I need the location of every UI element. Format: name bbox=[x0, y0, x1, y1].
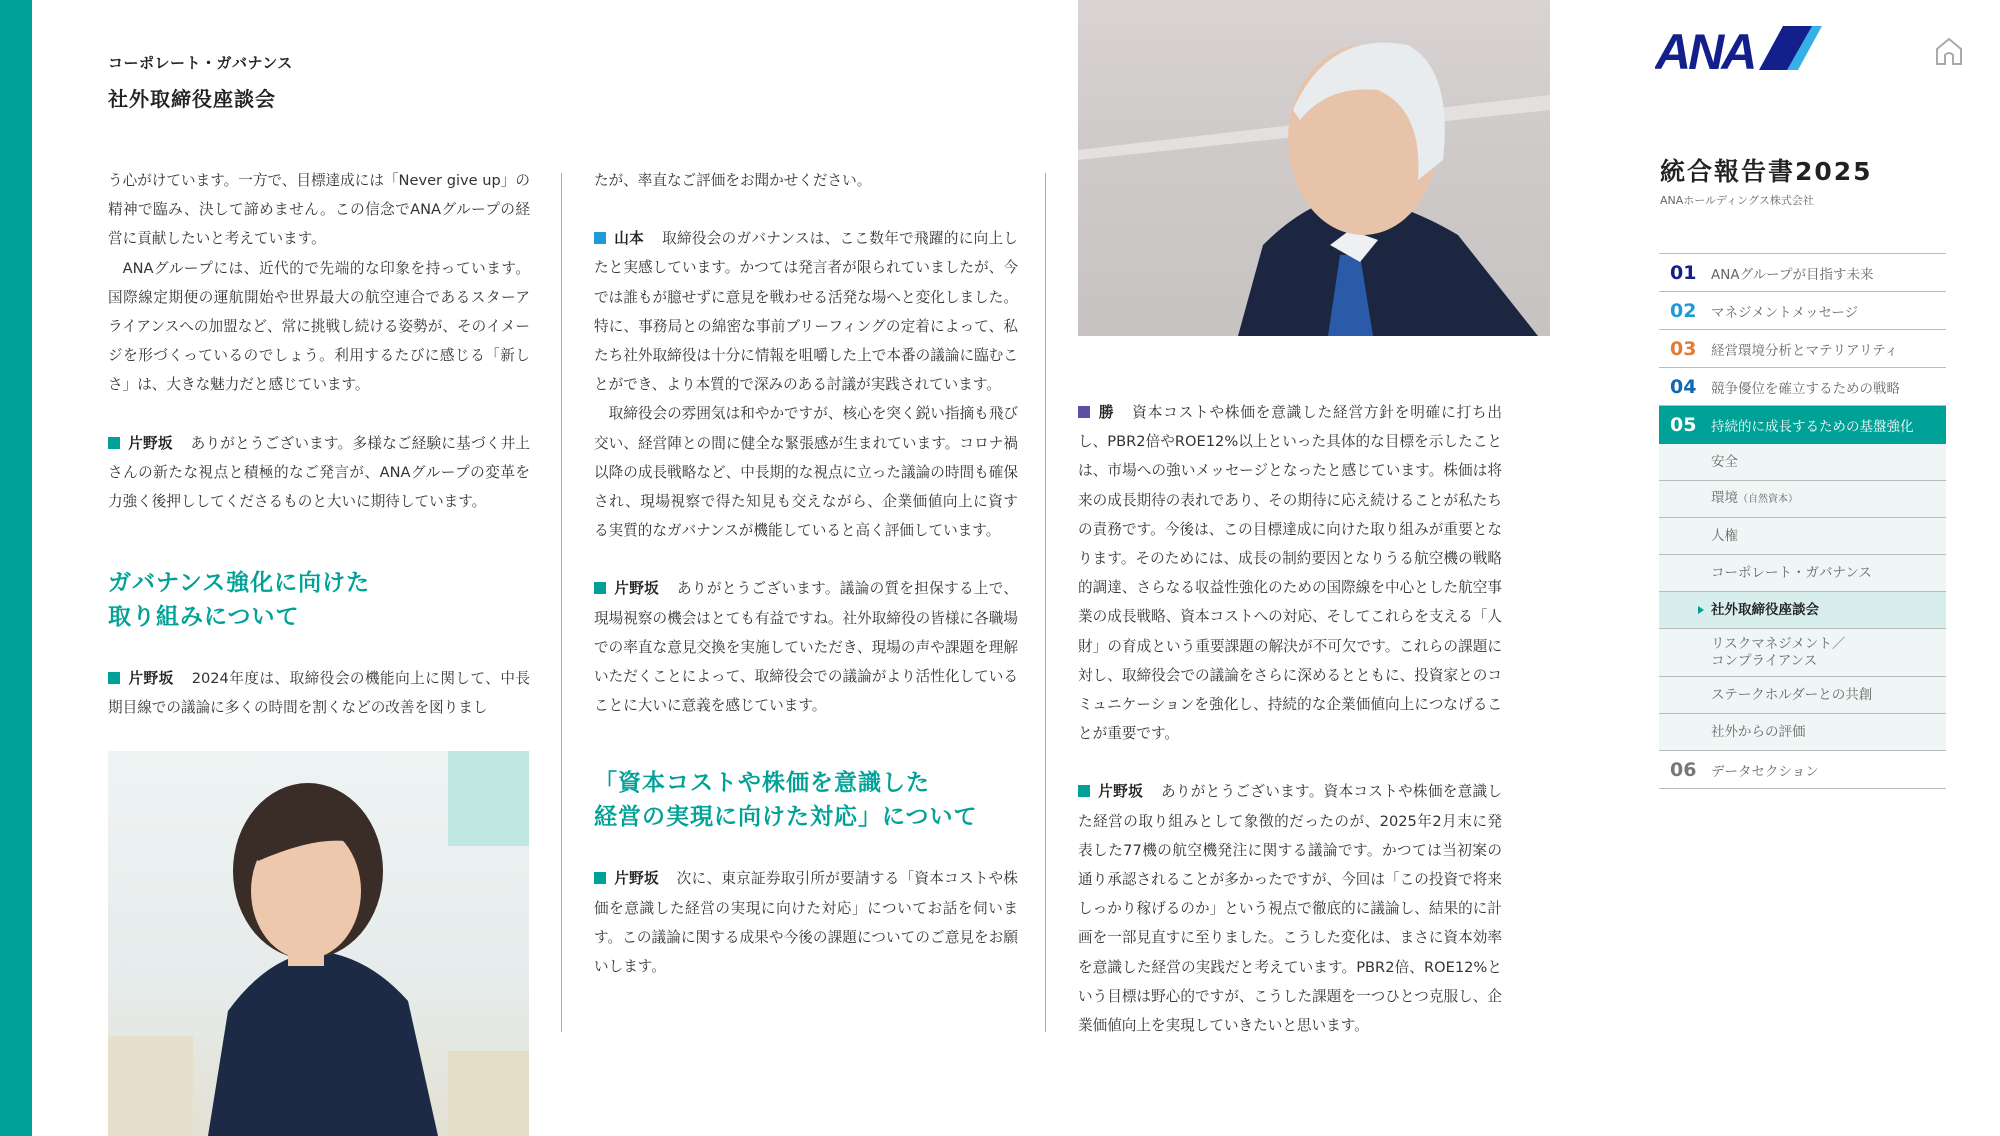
ana-logo[interactable] bbox=[1655, 26, 1825, 76]
portrait-man-image bbox=[1078, 0, 1550, 336]
speaker-name: 片野坂 bbox=[128, 434, 173, 452]
speaker-name: 片野坂 bbox=[614, 580, 660, 598]
current-arrow-icon bbox=[1698, 606, 1704, 614]
section-heading: 「資本コストや株価を意識した 経営の実現に向けた対応」について bbox=[594, 770, 978, 831]
column-1 bbox=[108, 166, 530, 723]
column-3 bbox=[1078, 398, 1502, 1040]
speaker-marker-icon bbox=[594, 872, 606, 884]
nav-item-04[interactable]: 04 競争優位を確立するための戦略 bbox=[1659, 368, 1946, 406]
speaker-paragraph: 片野坂 次に、東京証券取引所が要請する「資本コストや株価を意識した経営の実現に向けた対応」についてお話を伺います。この議論に関する成果や今後の課題についてのご意見をお願いします。 bbox=[594, 870, 1018, 976]
column-divider bbox=[1045, 173, 1046, 1032]
nav-item-01[interactable]: 01 ANAグループが目指す未来 bbox=[1659, 254, 1946, 292]
speaker-marker-icon bbox=[1078, 785, 1090, 797]
speaker-marker-icon bbox=[594, 582, 606, 594]
nav-item-06[interactable]: 06 データセクション bbox=[1659, 751, 1946, 789]
sub-nav-risk-compliance[interactable]: リスクマネジメント／ コンプライアンス bbox=[1659, 629, 1946, 677]
sidebar bbox=[1640, 0, 2000, 1136]
speaker-paragraph: 片野坂 ありがとうございます。資本コストや株価を意識した経営の取り組みとして象徴的だったのが、2025年2月末に発表した77機の航空機発注に関する議論です。かつては当初案の通り承認されることが多かったですが、今回は「この投資で将来しっかり稼げるのか」という視点で徹底的に議論し、結果的に計画を一部見直すに至りました。こうした変化は、まさに資本効率を意識した経営の実践だと考えています。PBR2倍、ROE12%という目標は野心的ですが、こうした課題を一つひとつ克服し、企業価値向上を実現していきたいと思います。 bbox=[1078, 783, 1502, 1035]
company-name: ANAホールディングス株式会社 bbox=[1660, 194, 1814, 207]
speaker-marker-icon bbox=[108, 437, 120, 449]
sub-nav-stakeholder-cocreation[interactable]: ステークホルダーとの共創 bbox=[1659, 677, 1946, 714]
speaker-marker-icon bbox=[594, 232, 606, 244]
table-of-contents bbox=[1659, 253, 1946, 789]
portrait-woman-image bbox=[108, 751, 529, 1136]
nav-item-03[interactable]: 03 経営環境分析とマテリアリティ bbox=[1659, 330, 1946, 368]
paragraph: ANAグループには、近代的で先端的な印象を持っています。国際線定期便の運航開始や世界最大の航空連合であるスターアライアンスへの加盟など、常に挑戦し続ける姿勢が、そのイメージを形づくっているのでしょう。利用するたびに感じる「新しさ」は、大きな魅力だと感じています。 bbox=[108, 259, 530, 394]
section-label: コーポレート・ガバナンス bbox=[108, 54, 293, 72]
photo-katsu bbox=[1078, 0, 1550, 336]
ana-logo-icon bbox=[1655, 26, 1825, 72]
sub-nav-outside-directors-roundtable[interactable]: 社外取締役座談会 bbox=[1659, 592, 1946, 629]
report-title: 統合報告書2025 bbox=[1660, 157, 1873, 186]
sub-nav-human-rights[interactable]: 人権 bbox=[1659, 518, 1946, 555]
speaker-paragraph: 片野坂 2024年度は、取締役会の機能向上に関して、中長期目線での議論に多くの時間を割くなどの改善を図りまし bbox=[108, 670, 530, 717]
paragraph: う心がけています。一方で、目標達成には「Never give up」の精神で臨み、決して諦めません。この信念でANAグループの経営に貢献したいと考えています。 bbox=[108, 172, 530, 248]
svg-text:ANA: ANA bbox=[1655, 26, 1755, 72]
nav-item-05[interactable]: 05 持続的に成長するための基盤強化 bbox=[1659, 406, 1946, 444]
speaker-name: 片野坂 bbox=[614, 870, 659, 888]
section-heading: ガバナンス強化に向けた 取り組みについて bbox=[108, 570, 371, 631]
sub-nav-environment[interactable]: 環境（自然資本） bbox=[1659, 481, 1946, 518]
speaker-marker-icon bbox=[108, 672, 120, 684]
page-header bbox=[108, 52, 293, 112]
speaker-name: 片野坂 bbox=[1098, 783, 1143, 801]
speaker-name: 勝 bbox=[1098, 404, 1115, 421]
speaker-marker-icon bbox=[1078, 406, 1090, 418]
nav-item-02[interactable]: 02 マネジメントメッセージ bbox=[1659, 292, 1946, 330]
sub-nav-external-evaluation[interactable]: 社外からの評価 bbox=[1659, 714, 1946, 751]
photo-katanozaka bbox=[108, 751, 529, 1136]
column-2 bbox=[594, 166, 1018, 981]
page-title: 社外取締役座談会 bbox=[108, 87, 276, 111]
column-divider bbox=[561, 173, 562, 1032]
speaker-paragraph: 片野坂 ありがとうございます。多様なご経験に基づく井上さんの新たな視点と積極的なご発言が、ANAグループの変革を力強く後押ししてくださるものと大いに期待しています。 bbox=[108, 434, 530, 511]
speaker-name: 片野坂 bbox=[128, 670, 174, 688]
accent-bar bbox=[0, 0, 32, 1136]
paragraph: たが、率直なご評価をお聞かせください。 bbox=[594, 172, 872, 189]
speaker-paragraph: 山本 取締役会のガバナンスは、ここ数年で飛躍的に向上したと実感しています。かつては発言者が限られていましたが、今では誰もが臆せずに意見を戦わせる活発な場へと変化しました。特に、事務局との綿密な事前ブリーフィングの定着によって、私たち社外取締役は十分に情報を咀嚼した上で本番の議論に臨むことができ、より本質的で深みのある討議が実践されています。 bbox=[594, 230, 1018, 394]
speaker-paragraph: 勝 資本コストや株価を意識した経営方針を明確に打ち出し、PBR2倍やROE12%以上といった具体的な目標を示したことは、市場への強いメッセージとなったと感じています。株価は将来の成長期待の表れであり、その期待に応え続けることが私たちの責務です。今後は、この目標達成に向けた取り組みが重要となります。そのためには、成長の制約要因となりうる航空機の戦略的調達、さらなる収益性強化のための国際線を中心とした航空事業の成長戦略、資本コストへの対応、そしてこれらを支える「人財」の育成という重要課題の解決が不可欠です。これらの課題に対し、取締役会での議論をさらに深めるとともに、投資家とのコミュニケーションを強化し、持続的な企業価値向上につなげることが重要です。 bbox=[1078, 404, 1502, 743]
speaker-name: 山本 bbox=[614, 230, 645, 248]
paragraph: 取締役会の雰囲気は和やかですが、核心を突く鋭い指摘も飛び交い、経営陣との間に健全な緊張感が生まれています。コロナ禍以降の成長戦略など、中長期的な視点に立った議論の時間も確保され、現場視察で得た知見も交えながら、企業価値向上に資する実質的なガバナンスが機能していると高く評価しています。 bbox=[594, 405, 1018, 540]
speaker-paragraph: 片野坂 ありがとうございます。議論の質を担保する上で、現場視察の機会はとても有益ですね。社外取締役の皆様に各職場での率直な意見交換を実施していただき、現場の声や課題を理解いただくことによって、取締役会での議論がより活性化していることに大いに意義を感じています。 bbox=[594, 580, 1018, 715]
home-icon[interactable] bbox=[1934, 36, 1964, 70]
sub-nav-corporate-governance[interactable]: コーポレート・ガバナンス bbox=[1659, 555, 1946, 592]
sub-nav-safety[interactable]: 安全 bbox=[1659, 444, 1946, 481]
